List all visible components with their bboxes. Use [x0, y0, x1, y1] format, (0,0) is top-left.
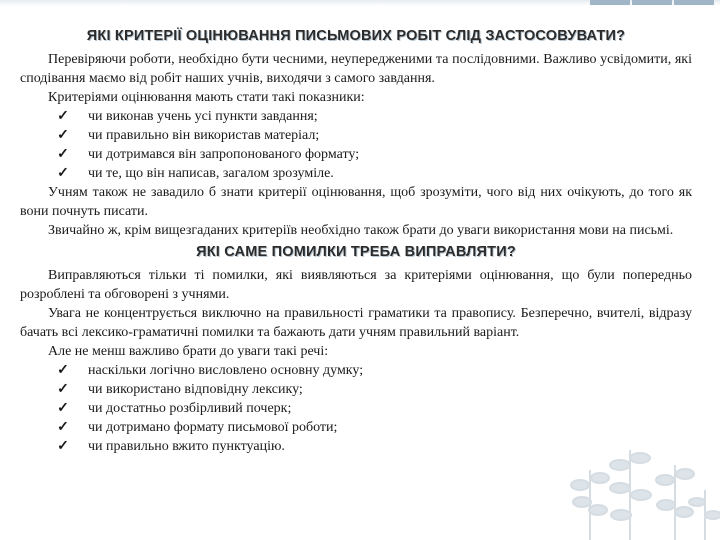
criteria-list [20, 107, 692, 183]
paragraph-corrections: Виправляються тільки ті помилки, які виявляються за критеріями оцінювання, що були попередньо розроблені та обговорені з учнями. [20, 268, 692, 302]
list-item: ✓ чи використано відповідну лексику; [57, 382, 303, 397]
check-icon: ✓ [57, 401, 69, 416]
check-icon: ✓ [57, 420, 69, 435]
list-item: ✓ чи правильно він використав матеріал; [57, 128, 320, 143]
paragraph-language-use: Звичайно ж, крім вищезгаданих критеріїв необхідно також брати до уваги використання мови на письмі. [48, 223, 674, 238]
paragraph-students-know: Учням також не завадило б знати критерії оцінювання, щоб зрозуміти, чого від них очікують, до того як вони почнуть писати. [20, 185, 692, 219]
paragraph-criteria-lead: Критеріями оцінювання мають стати такі показники: [48, 90, 365, 105]
check-icon: ✓ [57, 363, 69, 378]
top-decor-tabs [590, 0, 714, 6]
paragraph-also-consider: Але не менш важливо брати до уваги такі речі: [48, 344, 329, 359]
plant-decoration-icon [500, 430, 720, 540]
check-icon: ✓ [57, 166, 69, 181]
list-item: ✓ чи те, що він написав, загалом зрозуміле. [57, 166, 334, 181]
list-item: ✓ чи дотримався він запропонованого формату; [57, 147, 360, 162]
check-icon: ✓ [57, 147, 69, 162]
list-item: ✓ чи правильно вжито пунктуацію. [57, 439, 285, 454]
check-icon: ✓ [57, 109, 69, 124]
list-item: ✓ наскільки логічно висловлено основну думку; [57, 363, 364, 378]
heading-errors: ЯКІ САМЕ ПОМИЛКИ ТРЕБА ВИПРАВЛЯТИ? [196, 244, 516, 260]
slide-content [20, 28, 692, 456]
check-icon: ✓ [57, 439, 69, 454]
heading-criteria: ЯКІ КРИТЕРІЇ ОЦІНЮВАННЯ ПИСЬМОВИХ РОБІТ СЛІД ЗАСТОСОВУВАТИ? [86, 28, 626, 44]
check-icon: ✓ [57, 382, 69, 397]
list-item: ✓ чи дотримано формату письмової роботи; [57, 420, 338, 435]
paragraph-intro: Перевіряючи роботи, необхідно бути чесними, неупередженими та послідовними. Важливо усвідомити, які сподівання маємо від робіт наших учнів, виходячи з самого завдання. [20, 52, 692, 86]
list-item: ✓ чи виконав учень усі пункти завдання; [57, 109, 318, 124]
check-icon: ✓ [57, 128, 69, 143]
list-item: ✓ чи достатньо розбірливий почерк; [57, 401, 292, 416]
paragraph-attention: Увага не концентрується виключно на правильності граматики та правопису. Безперечно, вчителі, відразу бачать всі лексико-граматичні помилки та бажають дати учням правильний варіант. [20, 306, 692, 340]
